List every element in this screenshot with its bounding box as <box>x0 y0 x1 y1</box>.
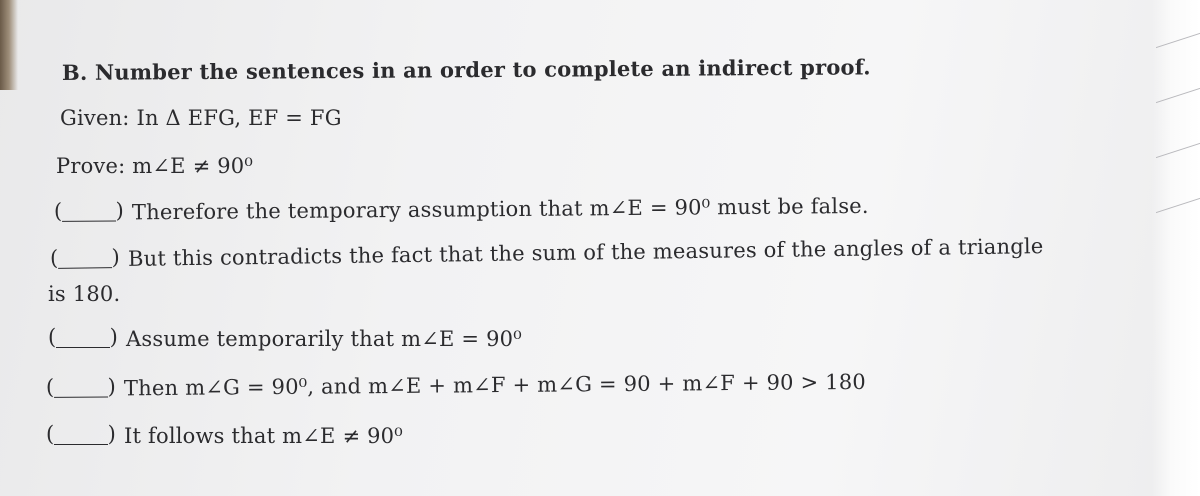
statement-row <box>50 234 1044 272</box>
statement-row <box>46 370 866 401</box>
answer-blank[interactable] <box>54 202 124 223</box>
statement-text: Then m∠G = 90⁰, and m∠E + m∠F + m∠G = 90 + m∠F + 90 > 180 <box>123 369 867 401</box>
answer-blank[interactable] <box>46 378 116 399</box>
statement-text: Therefore the temporary assumption that m∠E = 90⁰ must be false. <box>131 193 869 225</box>
notebook-edge <box>1152 0 1200 496</box>
prove-line: Prove: m∠E ≠ 90⁰ <box>56 154 253 178</box>
statement-text: It follows that m∠E ≠ 90⁰ <box>124 424 403 448</box>
answer-blank[interactable] <box>46 426 116 446</box>
section-heading: B. Number the sentences in an order to complete an indirect proof. <box>61 54 871 85</box>
answer-blank[interactable] <box>48 329 118 349</box>
given-line: Given: In Δ EFG, EF = FG <box>60 106 342 130</box>
statement-row <box>46 424 403 448</box>
statement-row <box>48 327 522 351</box>
photo-edge-shadow <box>0 0 18 90</box>
answer-blank[interactable] <box>50 249 120 270</box>
statement-row <box>54 194 869 225</box>
statement-text: But this contradicts the fact that the sum of the measures of the angles of a triangle <box>127 234 1044 271</box>
statement-text-continued: is 180. <box>48 282 121 306</box>
statement-text: Assume temporarily that m∠E = 90⁰ <box>126 327 522 351</box>
